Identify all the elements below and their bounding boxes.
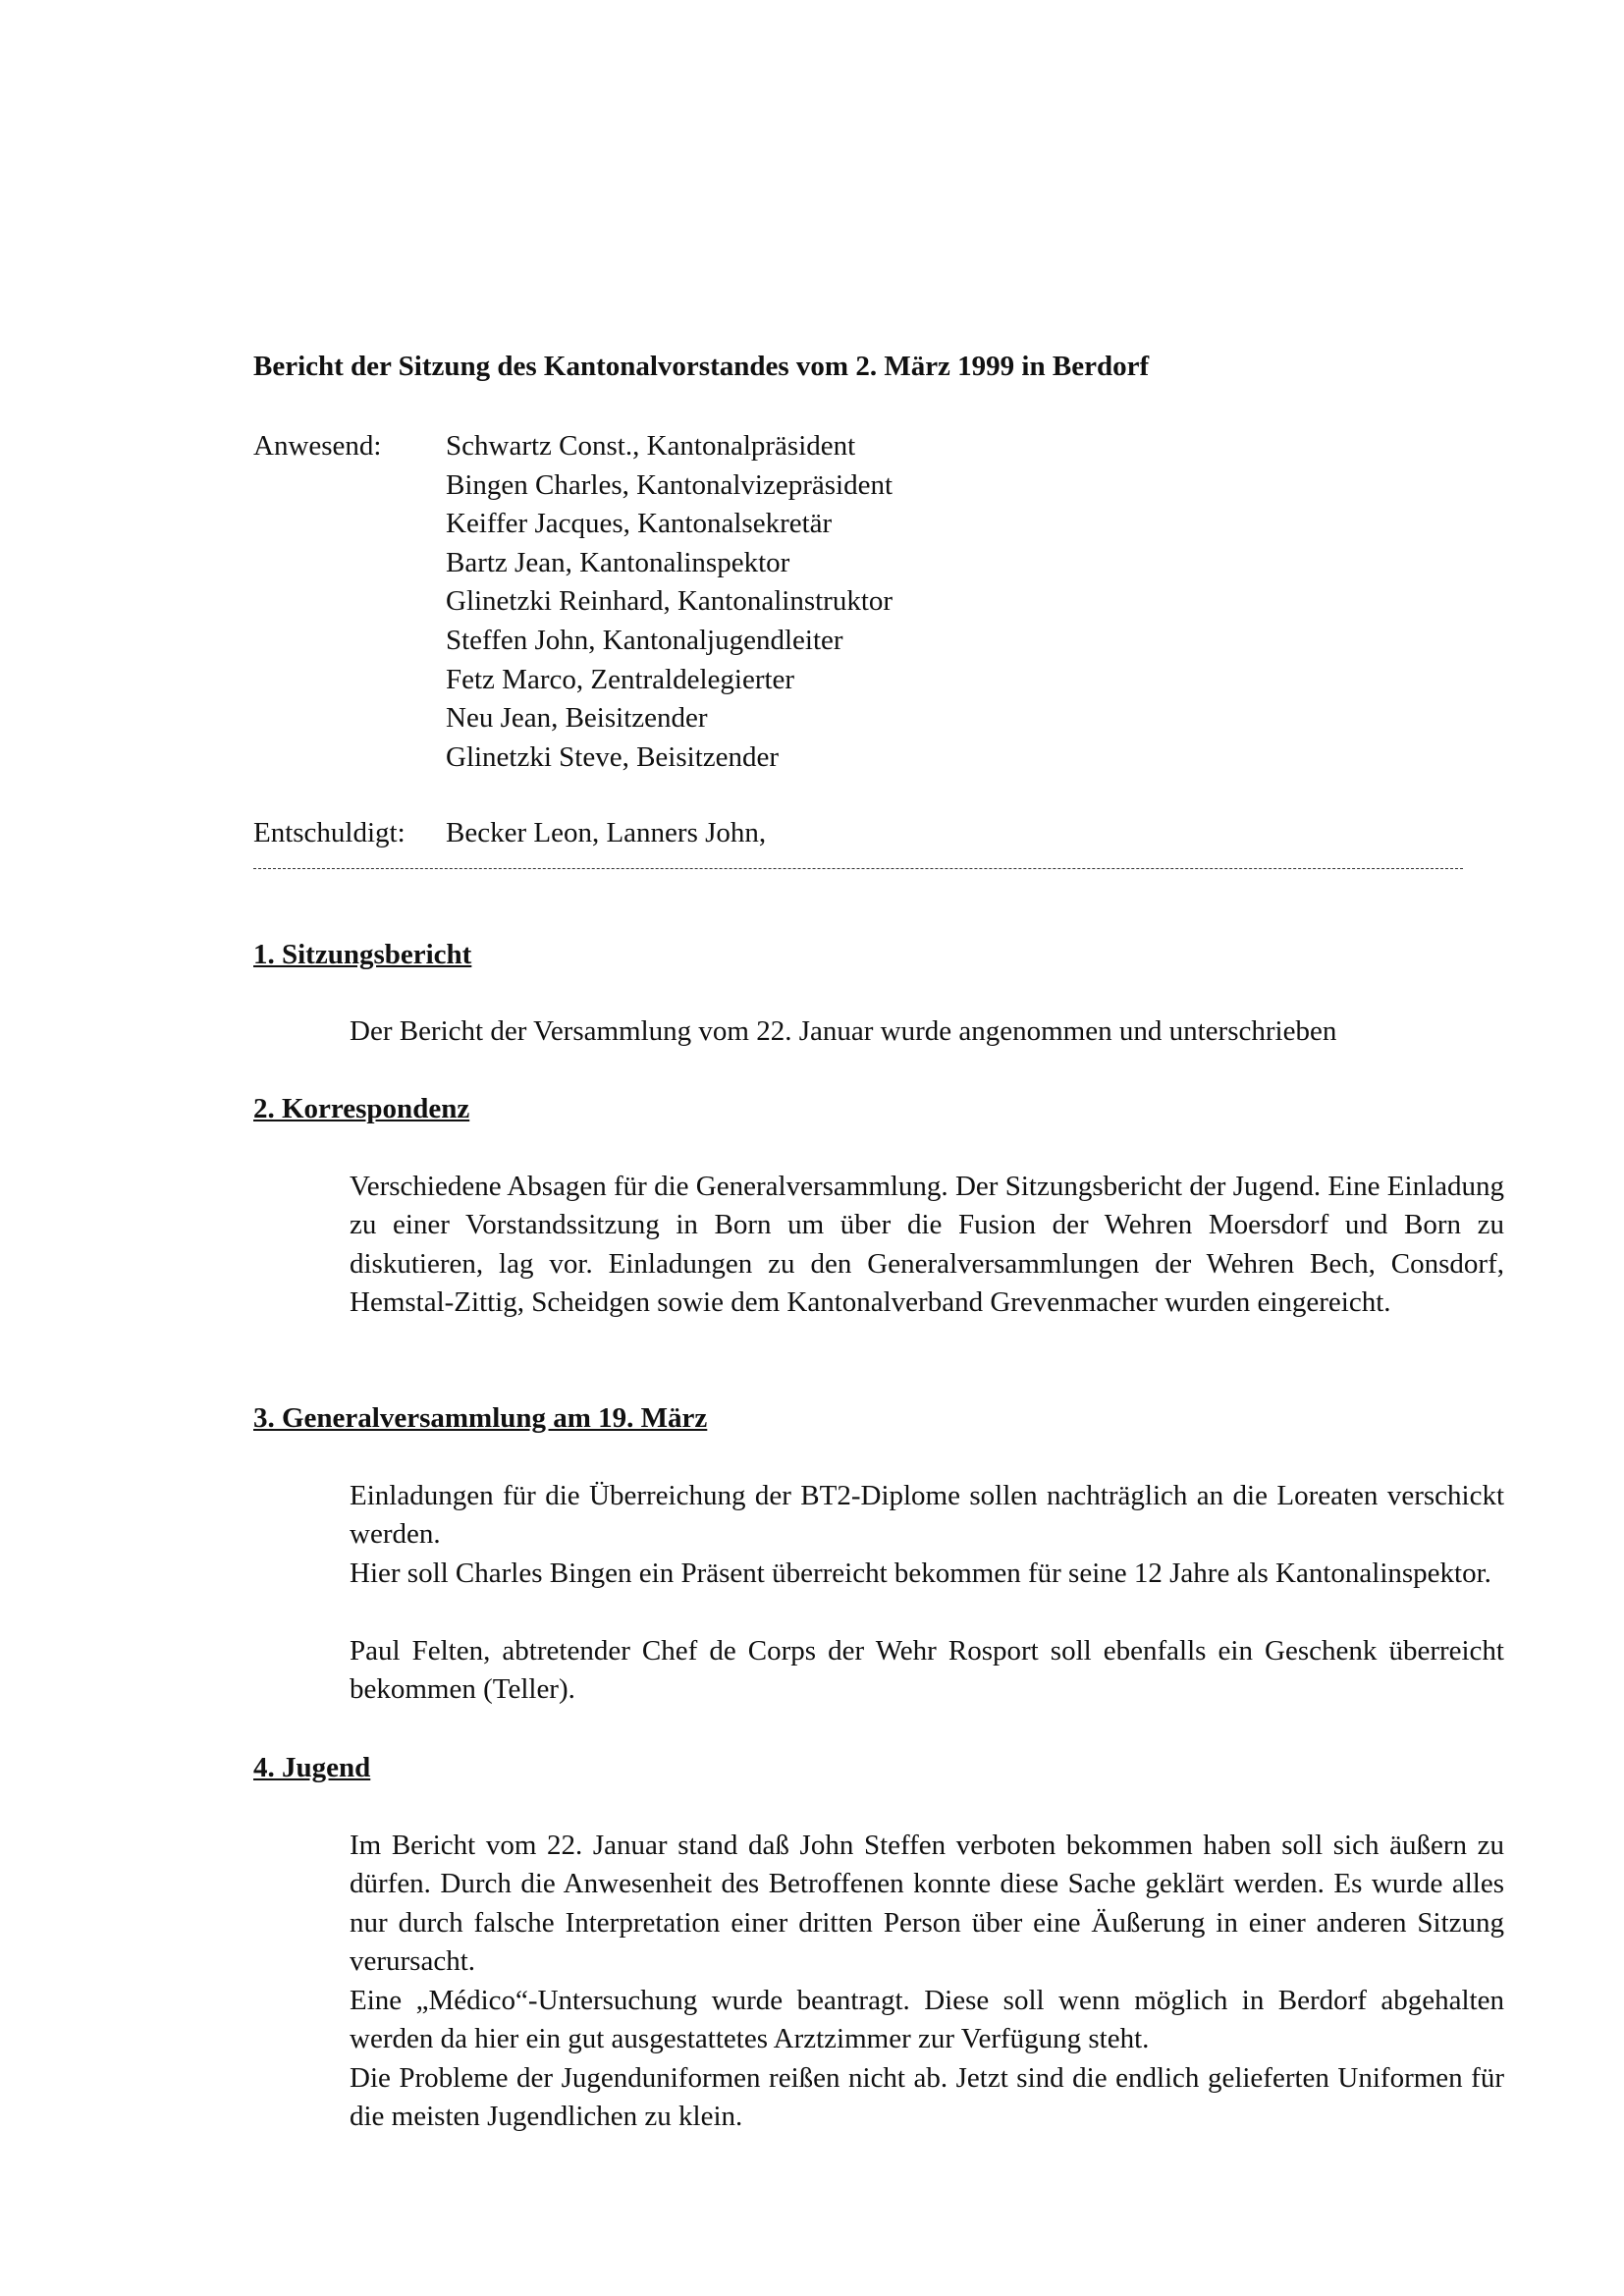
section-paragraph: Der Bericht der Versammlung vom 22. Januar wurde angenommen und unterschrieben xyxy=(350,1015,1337,1047)
excused-label: Entschuldigt: xyxy=(253,817,406,848)
section-paragraph: Paul Felten, abtretender Chef de Corps der Wehr Rosport soll ebenfalls ein Geschenk überreicht bekommen (Teller). xyxy=(350,1635,1504,1706)
present-member: Glinetzki Reinhard, Kantonalinstruktor xyxy=(446,585,893,618)
present-member: Glinetzki Steve, Beisitzender xyxy=(446,740,780,773)
section-paragraph: Eine „Médico“-Untersuchung wurde beantragt. Diese soll wenn möglich in Berdorf abgehalten werden da hier ein gut ausgestattetes Arztzimmer zur Verfügung steht. xyxy=(350,1985,1504,2055)
section-paragraph: Hier soll Charles Bingen ein Präsent überreicht bekommen für seine 12 Jahre als Kantonalinspektor. xyxy=(350,1558,1491,1589)
present-member: Fetz Marco, Zentraldelegierter xyxy=(446,663,795,695)
section-heading: 1. Sitzungsbericht xyxy=(253,939,472,970)
excused-members: Becker Leon, Lanners John, xyxy=(446,817,767,848)
section-paragraph: Im Bericht vom 22. Januar stand daß John Steffen verboten bekommen haben soll sich äußern zu dürfen. Durch die Anwesenheit des Betroffenen konnte diese Sache geklärt werden. Es wurde alles nur durch falsche Interpretation einer dritten Person über eine Äußerung in einer anderen Sitzung verursacht. xyxy=(350,1830,1504,1978)
section-paragraph: Verschiedene Absagen für die Generalversammlung. Der Sitzungsbericht der Jugend. Eine Einladung zu einer Vorstandssitzung in Born um über die Fusion der Wehren Moersdorf und Born zu diskutieren, lag vor. Einladungen zu den Generalversammlungen der Wehren Bech, Consdorf, Hemstal-Zittig, Scheidgen sowie dem Kantonalverband Grevenmacher wurden eingereicht. xyxy=(350,1171,1504,1319)
section-heading: 2. Korrespondenz xyxy=(253,1093,470,1124)
section-heading: 3. Generalversammlung am 19. März xyxy=(253,1402,708,1434)
present-member: Schwartz Const., Kantonalpräsident xyxy=(446,430,856,462)
excused-block xyxy=(253,814,767,853)
present-member: Neu Jean, Beisitzender xyxy=(446,702,708,735)
section-heading: 4. Jugend xyxy=(253,1752,371,1783)
present-member: Steffen John, Kantonaljugendleiter xyxy=(446,624,843,656)
present-member: Keiffer Jacques, Kantonalsekretär xyxy=(446,508,833,540)
present-member: Bartz Jean, Kantonalinspektor xyxy=(446,546,790,578)
report-title: Bericht der Sitzung des Kantonalvorstandes vom 2. März 1999 in Berdorf xyxy=(253,351,1150,382)
present-list xyxy=(446,427,893,777)
section-paragraph: Einladungen für die Überreichung der BT2-Diplome sollen nachträglich an die Loreaten verschickt werden. xyxy=(350,1480,1504,1551)
section-paragraph: Die Probleme der Jugenduniformen reißen nicht ab. Jetzt sind die endlich gelieferten Uniformen für die meisten Jugendlichen zu klein. xyxy=(350,2062,1504,2133)
dashed-divider xyxy=(253,868,1463,869)
present-label: Anwesend: xyxy=(253,430,382,462)
present-member: Bingen Charles, Kantonalvizepräsident xyxy=(446,468,893,501)
